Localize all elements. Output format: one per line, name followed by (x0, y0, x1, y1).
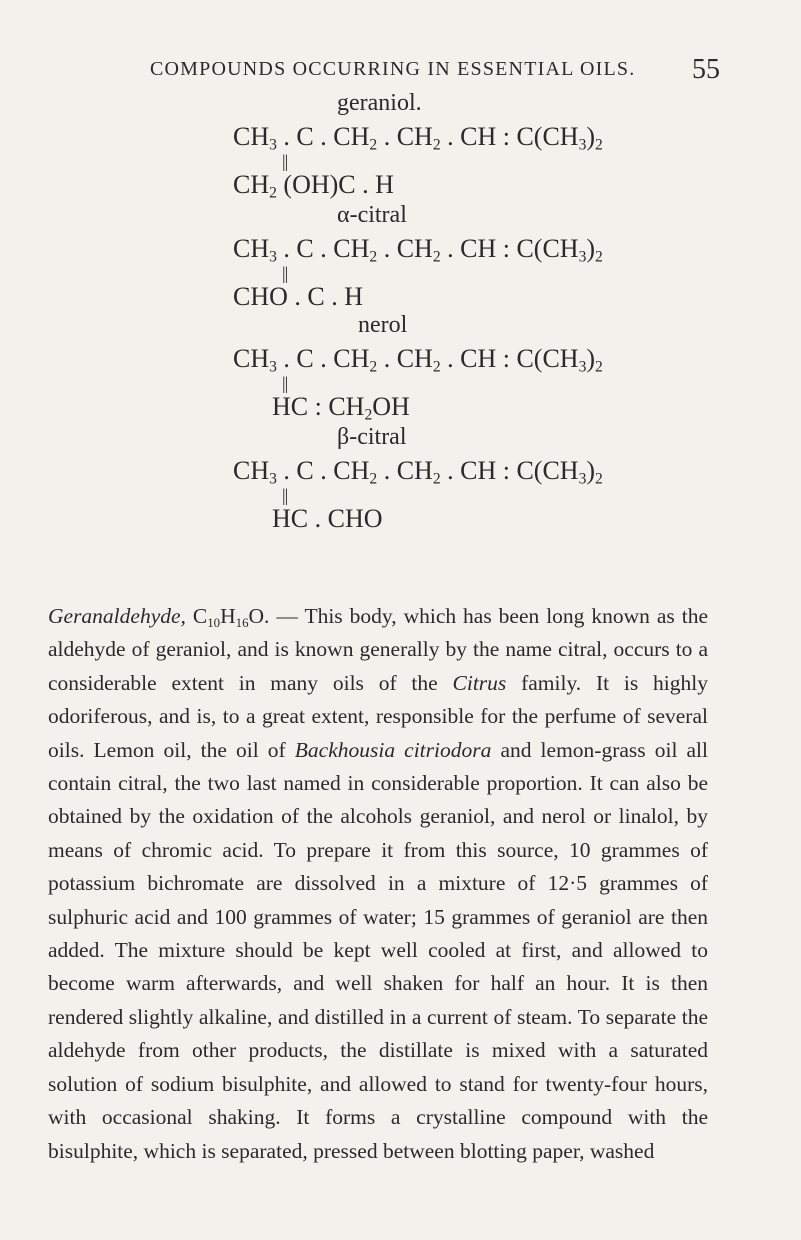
double-bond: || (282, 485, 288, 505)
double-bond: || (282, 263, 288, 283)
formula-beta-citral-line1: $CH_3$ . C . $CH_2$ . $CH_2$ . CH : $C(CH_3)_2$ (233, 456, 603, 488)
formula-beta-citral-line2: HC . CHO (272, 504, 383, 533)
formula-label-nerol: nerol (358, 312, 408, 338)
formula-label-alpha-citral: α-citral (337, 202, 407, 228)
formula-alpha-citral-line1: $CH_3$ . C . $CH_2$ . $CH_2$ . CH : $C(CH_3)_2$ (233, 234, 603, 266)
running-head: COMPOUNDS OCCURRING IN ESSENTIAL OILS. (150, 58, 636, 80)
formula-label-beta-citral: β-citral (337, 424, 407, 450)
formula-nerol-line2: HC : $CH_2OH$ (272, 392, 410, 424)
molecular-formula: $C_{10}H_{16}O$. (192, 604, 270, 630)
paragraph-geranaldehyde: Geranaldehyde, $C_{10}H_{16}O$. — This body, which has been long known as the aldehyde of geraniol, and is known generally by the name citral, occurs to a considerable extent in many oils of the Citrus family. It is highly odoriferous, and is, to a great extent, responsible for the perfume of several oils. Lemon oil, the oil of Backhousia citriodora and lemon-grass oil all contain citral, the two last named in considerable proportion. It can also be obtained by the oxidation of the alcohols geraniol, and nerol or linalol, by means of chromic acid. To prepare it from this source, 10 grammes of potassium bichromate are dissolved in a mixture of 12·5 grammes of sulphuric acid and 100 grammes of water; 15 grammes of geraniol are then added. The mixture should be kept well cooled at first, and allowed to become warm afterwards, and well shaken for half an hour. It is then rendered slightly alkaline, and distilled in a current of steam. To separate the aldehyde from other products, the distillate is mixed with a saturated solution of sodium bisulphite, and allowed to stand for twenty-four hours, with occasional shaking. It forms a crystalline compound with the bisulphite, which is separated, pressed between blotting paper, washed (48, 604, 708, 1163)
formula-label-geraniol: geraniol. (337, 90, 422, 116)
double-bond: || (282, 373, 288, 393)
term-backhousia: Backhousia citriodora (294, 737, 492, 762)
term-citrus: Citrus (452, 670, 507, 695)
term-geranaldehyde: Geranaldehyde, (48, 604, 186, 628)
double-bond: || (282, 151, 288, 171)
page-number: 55 (692, 54, 720, 85)
formula-geraniol-line1: $CH_3$ . C . $CH_2$ . $CH_2$ . CH : $C(CH_3)_2$ (233, 122, 603, 154)
page-header (150, 48, 720, 88)
formula-nerol-line1: $CH_3$ . C . $CH_2$ . $CH_2$ . CH : $C(CH_3)_2$ (233, 344, 603, 376)
formula-alpha-citral-line2: CHO . C . H (233, 282, 364, 311)
body-text (48, 600, 708, 1168)
formula-geraniol-line2: $CH_2$ (OH)C . H (233, 170, 394, 202)
